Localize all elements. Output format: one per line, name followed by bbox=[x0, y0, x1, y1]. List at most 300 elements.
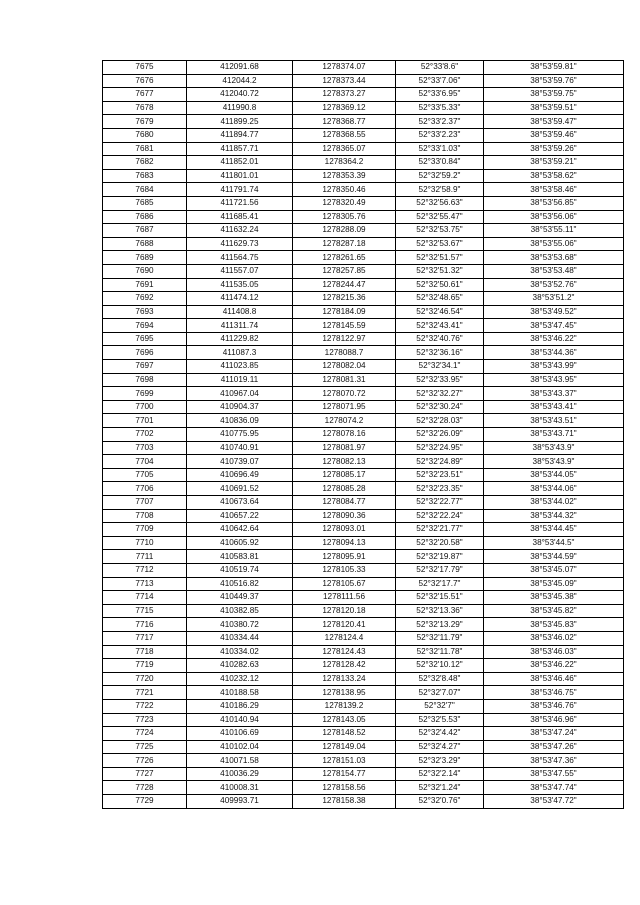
point-number-cell: 7714 bbox=[103, 591, 187, 605]
longitude-cell: 38°53'43.71" bbox=[484, 428, 624, 442]
table-row bbox=[103, 482, 624, 496]
x-coordinate-cell: 411990.8 bbox=[187, 101, 293, 115]
longitude-cell: 38°53'43.99" bbox=[484, 360, 624, 374]
point-number-cell: 7697 bbox=[103, 360, 187, 374]
table-row bbox=[103, 74, 624, 88]
x-coordinate-cell: 410775.95 bbox=[187, 428, 293, 442]
point-number-cell: 7695 bbox=[103, 332, 187, 346]
table-row bbox=[103, 183, 624, 197]
latitude-cell: 52°32'3.29" bbox=[396, 754, 484, 768]
table-row bbox=[103, 591, 624, 605]
y-coordinate-cell: 1278070.72 bbox=[293, 387, 396, 401]
point-number-cell: 7686 bbox=[103, 210, 187, 224]
y-coordinate-cell: 1278105.33 bbox=[293, 563, 396, 577]
table-row bbox=[103, 536, 624, 550]
x-coordinate-cell: 410516.82 bbox=[187, 577, 293, 591]
point-number-cell: 7716 bbox=[103, 618, 187, 632]
x-coordinate-cell: 410382.85 bbox=[187, 604, 293, 618]
point-number-cell: 7715 bbox=[103, 604, 187, 618]
latitude-cell: 52°32'55.47" bbox=[396, 210, 484, 224]
x-coordinate-cell: 411023.85 bbox=[187, 360, 293, 374]
point-number-cell: 7719 bbox=[103, 659, 187, 673]
table-row bbox=[103, 659, 624, 673]
x-coordinate-cell: 410904.37 bbox=[187, 400, 293, 414]
latitude-cell: 52°32'58.9" bbox=[396, 183, 484, 197]
longitude-cell: 38°53'51.2" bbox=[484, 292, 624, 306]
point-number-cell: 7726 bbox=[103, 754, 187, 768]
longitude-cell: 38°53'53.48" bbox=[484, 264, 624, 278]
latitude-cell: 52°32'8.48" bbox=[396, 672, 484, 686]
y-coordinate-cell: 1278093.01 bbox=[293, 523, 396, 537]
table-row bbox=[103, 196, 624, 210]
y-coordinate-cell: 1278288.09 bbox=[293, 224, 396, 238]
longitude-cell: 38°53'45.09" bbox=[484, 577, 624, 591]
latitude-cell: 52°33'0.84" bbox=[396, 156, 484, 170]
latitude-cell: 52°33'2.23" bbox=[396, 128, 484, 142]
point-number-cell: 7724 bbox=[103, 727, 187, 741]
longitude-cell: 38°53'47.74" bbox=[484, 781, 624, 795]
y-coordinate-cell: 1278120.18 bbox=[293, 604, 396, 618]
latitude-cell: 52°32'53.75" bbox=[396, 224, 484, 238]
table-row bbox=[103, 360, 624, 374]
table-row bbox=[103, 101, 624, 115]
longitude-cell: 38°53'46.22" bbox=[484, 659, 624, 673]
longitude-cell: 38°53'46.22" bbox=[484, 332, 624, 346]
latitude-cell: 52°32'30.24" bbox=[396, 400, 484, 414]
point-number-cell: 7691 bbox=[103, 278, 187, 292]
table-row bbox=[103, 468, 624, 482]
point-number-cell: 7722 bbox=[103, 699, 187, 713]
y-coordinate-cell: 1278139.2 bbox=[293, 699, 396, 713]
longitude-cell: 38°53'43.95" bbox=[484, 373, 624, 387]
table-row bbox=[103, 224, 624, 238]
y-coordinate-cell: 1278085.17 bbox=[293, 468, 396, 482]
table-row bbox=[103, 618, 624, 632]
x-coordinate-cell: 411632.24 bbox=[187, 224, 293, 238]
longitude-cell: 38°53'59.81" bbox=[484, 61, 624, 75]
table-row bbox=[103, 251, 624, 265]
longitude-cell: 38°53'46.02" bbox=[484, 631, 624, 645]
latitude-cell: 52°32'4.27" bbox=[396, 740, 484, 754]
x-coordinate-cell: 411019.11 bbox=[187, 373, 293, 387]
y-coordinate-cell: 1278085.28 bbox=[293, 482, 396, 496]
point-number-cell: 7707 bbox=[103, 496, 187, 510]
x-coordinate-cell: 410071.58 bbox=[187, 754, 293, 768]
table-row bbox=[103, 142, 624, 156]
y-coordinate-cell: 1278124.43 bbox=[293, 645, 396, 659]
latitude-cell: 52°32'17.7" bbox=[396, 577, 484, 591]
y-coordinate-cell: 1278365.07 bbox=[293, 142, 396, 156]
latitude-cell: 52°32'13.29" bbox=[396, 618, 484, 632]
y-coordinate-cell: 1278082.13 bbox=[293, 455, 396, 469]
point-number-cell: 7700 bbox=[103, 400, 187, 414]
x-coordinate-cell: 410836.09 bbox=[187, 414, 293, 428]
longitude-cell: 38°53'47.36" bbox=[484, 754, 624, 768]
point-number-cell: 7692 bbox=[103, 292, 187, 306]
y-coordinate-cell: 1278215.36 bbox=[293, 292, 396, 306]
table-row bbox=[103, 441, 624, 455]
point-number-cell: 7682 bbox=[103, 156, 187, 170]
latitude-cell: 52°32'10.12" bbox=[396, 659, 484, 673]
x-coordinate-cell: 411474.12 bbox=[187, 292, 293, 306]
latitude-cell: 52°32'46.54" bbox=[396, 305, 484, 319]
point-number-cell: 7702 bbox=[103, 428, 187, 442]
longitude-cell: 38°53'45.07" bbox=[484, 563, 624, 577]
point-number-cell: 7712 bbox=[103, 563, 187, 577]
y-coordinate-cell: 1278353.39 bbox=[293, 169, 396, 183]
latitude-cell: 52°32'13.36" bbox=[396, 604, 484, 618]
longitude-cell: 38°53'59.51" bbox=[484, 101, 624, 115]
point-number-cell: 7676 bbox=[103, 74, 187, 88]
latitude-cell: 52°32'50.61" bbox=[396, 278, 484, 292]
latitude-cell: 52°32'4.42" bbox=[396, 727, 484, 741]
y-coordinate-cell: 1278094.13 bbox=[293, 536, 396, 550]
latitude-cell: 52°33'2.37" bbox=[396, 115, 484, 129]
longitude-cell: 38°53'59.47" bbox=[484, 115, 624, 129]
x-coordinate-cell: 410583.81 bbox=[187, 550, 293, 564]
latitude-cell: 52°32'51.57" bbox=[396, 251, 484, 265]
longitude-cell: 38°53'44.45" bbox=[484, 523, 624, 537]
latitude-cell: 52°32'23.51" bbox=[396, 468, 484, 482]
point-number-cell: 7704 bbox=[103, 455, 187, 469]
y-coordinate-cell: 1278149.04 bbox=[293, 740, 396, 754]
table-row bbox=[103, 210, 624, 224]
x-coordinate-cell: 410008.31 bbox=[187, 781, 293, 795]
point-number-cell: 7694 bbox=[103, 319, 187, 333]
longitude-cell: 38°53'46.96" bbox=[484, 713, 624, 727]
point-number-cell: 7703 bbox=[103, 441, 187, 455]
longitude-cell: 38°53'45.38" bbox=[484, 591, 624, 605]
x-coordinate-cell: 410519.74 bbox=[187, 563, 293, 577]
longitude-cell: 38°53'46.03" bbox=[484, 645, 624, 659]
x-coordinate-cell: 411899.25 bbox=[187, 115, 293, 129]
longitude-cell: 38°53'44.59" bbox=[484, 550, 624, 564]
y-coordinate-cell: 1278145.59 bbox=[293, 319, 396, 333]
x-coordinate-cell: 410334.44 bbox=[187, 631, 293, 645]
table-row bbox=[103, 387, 624, 401]
table-row bbox=[103, 128, 624, 142]
latitude-cell: 52°32'21.77" bbox=[396, 523, 484, 537]
x-coordinate-cell: 411801.01 bbox=[187, 169, 293, 183]
table-row bbox=[103, 455, 624, 469]
longitude-cell: 38°53'46.75" bbox=[484, 686, 624, 700]
point-number-cell: 7684 bbox=[103, 183, 187, 197]
x-coordinate-cell: 412091.68 bbox=[187, 61, 293, 75]
table-row bbox=[103, 115, 624, 129]
table-row bbox=[103, 319, 624, 333]
table-row bbox=[103, 61, 624, 75]
y-coordinate-cell: 1278368.77 bbox=[293, 115, 396, 129]
longitude-cell: 38°53'56.06" bbox=[484, 210, 624, 224]
longitude-cell: 38°53'44.5" bbox=[484, 536, 624, 550]
table-row bbox=[103, 264, 624, 278]
longitude-cell: 38°53'47.24" bbox=[484, 727, 624, 741]
x-coordinate-cell: 411791.74 bbox=[187, 183, 293, 197]
x-coordinate-cell: 411311.74 bbox=[187, 319, 293, 333]
point-number-cell: 7680 bbox=[103, 128, 187, 142]
table-row bbox=[103, 713, 624, 727]
latitude-cell: 52°32'7" bbox=[396, 699, 484, 713]
latitude-cell: 52°32'40.76" bbox=[396, 332, 484, 346]
latitude-cell: 52°32'36.16" bbox=[396, 346, 484, 360]
table-row bbox=[103, 672, 624, 686]
y-coordinate-cell: 1278158.38 bbox=[293, 795, 396, 809]
longitude-cell: 38°53'58.62" bbox=[484, 169, 624, 183]
y-coordinate-cell: 1278374.07 bbox=[293, 61, 396, 75]
point-number-cell: 7717 bbox=[103, 631, 187, 645]
x-coordinate-cell: 410282.63 bbox=[187, 659, 293, 673]
table-row bbox=[103, 795, 624, 809]
y-coordinate-cell: 1278128.42 bbox=[293, 659, 396, 673]
point-number-cell: 7675 bbox=[103, 61, 187, 75]
y-coordinate-cell: 1278257.85 bbox=[293, 264, 396, 278]
latitude-cell: 52°33'5.33" bbox=[396, 101, 484, 115]
y-coordinate-cell: 1278261.65 bbox=[293, 251, 396, 265]
x-coordinate-cell: 410967.04 bbox=[187, 387, 293, 401]
table-row bbox=[103, 88, 624, 102]
longitude-cell: 38°53'45.83" bbox=[484, 618, 624, 632]
x-coordinate-cell: 410740.91 bbox=[187, 441, 293, 455]
point-number-cell: 7701 bbox=[103, 414, 187, 428]
table-row bbox=[103, 509, 624, 523]
latitude-cell: 52°33'6.95" bbox=[396, 88, 484, 102]
table-row bbox=[103, 414, 624, 428]
table-row bbox=[103, 237, 624, 251]
x-coordinate-cell: 411564.75 bbox=[187, 251, 293, 265]
point-number-cell: 7677 bbox=[103, 88, 187, 102]
longitude-cell: 38°53'59.21" bbox=[484, 156, 624, 170]
longitude-cell: 38°53'46.46" bbox=[484, 672, 624, 686]
x-coordinate-cell: 410691.52 bbox=[187, 482, 293, 496]
table-row bbox=[103, 727, 624, 741]
x-coordinate-cell: 410232.12 bbox=[187, 672, 293, 686]
point-number-cell: 7688 bbox=[103, 237, 187, 251]
point-number-cell: 7681 bbox=[103, 142, 187, 156]
latitude-cell: 52°32'0.76" bbox=[396, 795, 484, 809]
x-coordinate-cell: 411087.3 bbox=[187, 346, 293, 360]
latitude-cell: 52°32'33.95" bbox=[396, 373, 484, 387]
y-coordinate-cell: 1278151.03 bbox=[293, 754, 396, 768]
point-number-cell: 7687 bbox=[103, 224, 187, 238]
y-coordinate-cell: 1278143.05 bbox=[293, 713, 396, 727]
x-coordinate-cell: 411852.01 bbox=[187, 156, 293, 170]
longitude-cell: 38°53'43.51" bbox=[484, 414, 624, 428]
x-coordinate-cell: 410657.22 bbox=[187, 509, 293, 523]
point-number-cell: 7723 bbox=[103, 713, 187, 727]
y-coordinate-cell: 1278074.2 bbox=[293, 414, 396, 428]
x-coordinate-cell: 411894.77 bbox=[187, 128, 293, 142]
latitude-cell: 52°32'15.51" bbox=[396, 591, 484, 605]
latitude-cell: 52°32'20.58" bbox=[396, 536, 484, 550]
x-coordinate-cell: 411229.82 bbox=[187, 332, 293, 346]
latitude-cell: 52°32'32.27" bbox=[396, 387, 484, 401]
y-coordinate-cell: 1278124.4 bbox=[293, 631, 396, 645]
y-coordinate-cell: 1278320.49 bbox=[293, 196, 396, 210]
x-coordinate-cell: 410696.49 bbox=[187, 468, 293, 482]
latitude-cell: 52°32'2.14" bbox=[396, 767, 484, 781]
longitude-cell: 38°53'44.36" bbox=[484, 346, 624, 360]
point-number-cell: 7708 bbox=[103, 509, 187, 523]
latitude-cell: 52°32'22.77" bbox=[396, 496, 484, 510]
x-coordinate-cell: 410186.29 bbox=[187, 699, 293, 713]
y-coordinate-cell: 1278084.77 bbox=[293, 496, 396, 510]
longitude-cell: 38°53'44.02" bbox=[484, 496, 624, 510]
table-row bbox=[103, 346, 624, 360]
longitude-cell: 38°53'43.37" bbox=[484, 387, 624, 401]
longitude-cell: 38°53'53.68" bbox=[484, 251, 624, 265]
y-coordinate-cell: 1278369.12 bbox=[293, 101, 396, 115]
y-coordinate-cell: 1278081.97 bbox=[293, 441, 396, 455]
latitude-cell: 52°32'28.03" bbox=[396, 414, 484, 428]
point-number-cell: 7699 bbox=[103, 387, 187, 401]
latitude-cell: 52°33'7.06" bbox=[396, 74, 484, 88]
table-row bbox=[103, 577, 624, 591]
longitude-cell: 38°53'55.11" bbox=[484, 224, 624, 238]
table-row bbox=[103, 767, 624, 781]
x-coordinate-cell: 411557.07 bbox=[187, 264, 293, 278]
table-row bbox=[103, 428, 624, 442]
table-row bbox=[103, 631, 624, 645]
x-coordinate-cell: 409993.71 bbox=[187, 795, 293, 809]
table-row bbox=[103, 156, 624, 170]
x-coordinate-cell: 410334.02 bbox=[187, 645, 293, 659]
x-coordinate-cell: 412040.72 bbox=[187, 88, 293, 102]
point-number-cell: 7683 bbox=[103, 169, 187, 183]
point-number-cell: 7711 bbox=[103, 550, 187, 564]
table-row bbox=[103, 332, 624, 346]
point-number-cell: 7689 bbox=[103, 251, 187, 265]
y-coordinate-cell: 1278090.36 bbox=[293, 509, 396, 523]
latitude-cell: 52°32'1.24" bbox=[396, 781, 484, 795]
latitude-cell: 52°32'26.09" bbox=[396, 428, 484, 442]
table-row bbox=[103, 604, 624, 618]
table-row bbox=[103, 496, 624, 510]
point-number-cell: 7679 bbox=[103, 115, 187, 129]
x-coordinate-cell: 411857.71 bbox=[187, 142, 293, 156]
table-row bbox=[103, 169, 624, 183]
point-number-cell: 7690 bbox=[103, 264, 187, 278]
latitude-cell: 52°32'23.35" bbox=[396, 482, 484, 496]
y-coordinate-cell: 1278138.95 bbox=[293, 686, 396, 700]
point-number-cell: 7705 bbox=[103, 468, 187, 482]
point-number-cell: 7729 bbox=[103, 795, 187, 809]
point-number-cell: 7693 bbox=[103, 305, 187, 319]
y-coordinate-cell: 1278373.27 bbox=[293, 88, 396, 102]
longitude-cell: 38°53'47.55" bbox=[484, 767, 624, 781]
longitude-cell: 38°53'59.75" bbox=[484, 88, 624, 102]
point-number-cell: 7720 bbox=[103, 672, 187, 686]
x-coordinate-cell: 410449.37 bbox=[187, 591, 293, 605]
latitude-cell: 52°33'8.6" bbox=[396, 61, 484, 75]
table-row bbox=[103, 400, 624, 414]
point-number-cell: 7728 bbox=[103, 781, 187, 795]
latitude-cell: 52°32'24.95" bbox=[396, 441, 484, 455]
y-coordinate-cell: 1278158.56 bbox=[293, 781, 396, 795]
longitude-cell: 38°53'58.46" bbox=[484, 183, 624, 197]
point-number-cell: 7721 bbox=[103, 686, 187, 700]
latitude-cell: 52°32'11.78" bbox=[396, 645, 484, 659]
latitude-cell: 52°32'43.41" bbox=[396, 319, 484, 333]
table-row bbox=[103, 305, 624, 319]
y-coordinate-cell: 1278287.18 bbox=[293, 237, 396, 251]
table-row bbox=[103, 686, 624, 700]
latitude-cell: 52°33'1.03" bbox=[396, 142, 484, 156]
longitude-cell: 38°53'47.72" bbox=[484, 795, 624, 809]
y-coordinate-cell: 1278122.97 bbox=[293, 332, 396, 346]
longitude-cell: 38°53'44.06" bbox=[484, 482, 624, 496]
longitude-cell: 38°53'59.26" bbox=[484, 142, 624, 156]
latitude-cell: 52°32'17.79" bbox=[396, 563, 484, 577]
latitude-cell: 52°32'53.67" bbox=[396, 237, 484, 251]
point-number-cell: 7713 bbox=[103, 577, 187, 591]
table-row bbox=[103, 740, 624, 754]
table-row bbox=[103, 373, 624, 387]
table-row bbox=[103, 645, 624, 659]
x-coordinate-cell: 410673.64 bbox=[187, 496, 293, 510]
latitude-cell: 52°32'51.32" bbox=[396, 264, 484, 278]
latitude-cell: 52°32'24.89" bbox=[396, 455, 484, 469]
longitude-cell: 38°53'46.76" bbox=[484, 699, 624, 713]
table-row bbox=[103, 550, 624, 564]
latitude-cell: 52°32'59.2" bbox=[396, 169, 484, 183]
table-row bbox=[103, 781, 624, 795]
coordinate-table bbox=[102, 60, 624, 809]
longitude-cell: 38°53'43.9" bbox=[484, 441, 624, 455]
x-coordinate-cell: 410739.07 bbox=[187, 455, 293, 469]
longitude-cell: 38°53'44.05" bbox=[484, 468, 624, 482]
y-coordinate-cell: 1278244.47 bbox=[293, 278, 396, 292]
x-coordinate-cell: 411535.05 bbox=[187, 278, 293, 292]
latitude-cell: 52°32'56.63" bbox=[396, 196, 484, 210]
x-coordinate-cell: 412044.2 bbox=[187, 74, 293, 88]
y-coordinate-cell: 1278081.31 bbox=[293, 373, 396, 387]
y-coordinate-cell: 1278305.76 bbox=[293, 210, 396, 224]
x-coordinate-cell: 410605.92 bbox=[187, 536, 293, 550]
y-coordinate-cell: 1278133.24 bbox=[293, 672, 396, 686]
y-coordinate-cell: 1278095.91 bbox=[293, 550, 396, 564]
y-coordinate-cell: 1278071.95 bbox=[293, 400, 396, 414]
longitude-cell: 38°53'47.45" bbox=[484, 319, 624, 333]
latitude-cell: 52°32'22.24" bbox=[396, 509, 484, 523]
latitude-cell: 52°32'11.79" bbox=[396, 631, 484, 645]
y-coordinate-cell: 1278082.04 bbox=[293, 360, 396, 374]
x-coordinate-cell: 411721.56 bbox=[187, 196, 293, 210]
latitude-cell: 52°32'34.1" bbox=[396, 360, 484, 374]
longitude-cell: 38°53'59.46" bbox=[484, 128, 624, 142]
longitude-cell: 38°53'43.9" bbox=[484, 455, 624, 469]
table-row bbox=[103, 699, 624, 713]
x-coordinate-cell: 410036.29 bbox=[187, 767, 293, 781]
longitude-cell: 38°53'52.76" bbox=[484, 278, 624, 292]
longitude-cell: 38°53'44.32" bbox=[484, 509, 624, 523]
point-number-cell: 7725 bbox=[103, 740, 187, 754]
point-number-cell: 7718 bbox=[103, 645, 187, 659]
table-row bbox=[103, 292, 624, 306]
table-row bbox=[103, 754, 624, 768]
point-number-cell: 7685 bbox=[103, 196, 187, 210]
x-coordinate-cell: 410380.72 bbox=[187, 618, 293, 632]
latitude-cell: 52°32'7.07" bbox=[396, 686, 484, 700]
table-row bbox=[103, 563, 624, 577]
longitude-cell: 38°53'59.76" bbox=[484, 74, 624, 88]
x-coordinate-cell: 411408.8 bbox=[187, 305, 293, 319]
y-coordinate-cell: 1278078.16 bbox=[293, 428, 396, 442]
y-coordinate-cell: 1278184.09 bbox=[293, 305, 396, 319]
coordinate-table-body bbox=[103, 61, 624, 809]
y-coordinate-cell: 1278148.52 bbox=[293, 727, 396, 741]
y-coordinate-cell: 1278120.41 bbox=[293, 618, 396, 632]
longitude-cell: 38°53'56.85" bbox=[484, 196, 624, 210]
